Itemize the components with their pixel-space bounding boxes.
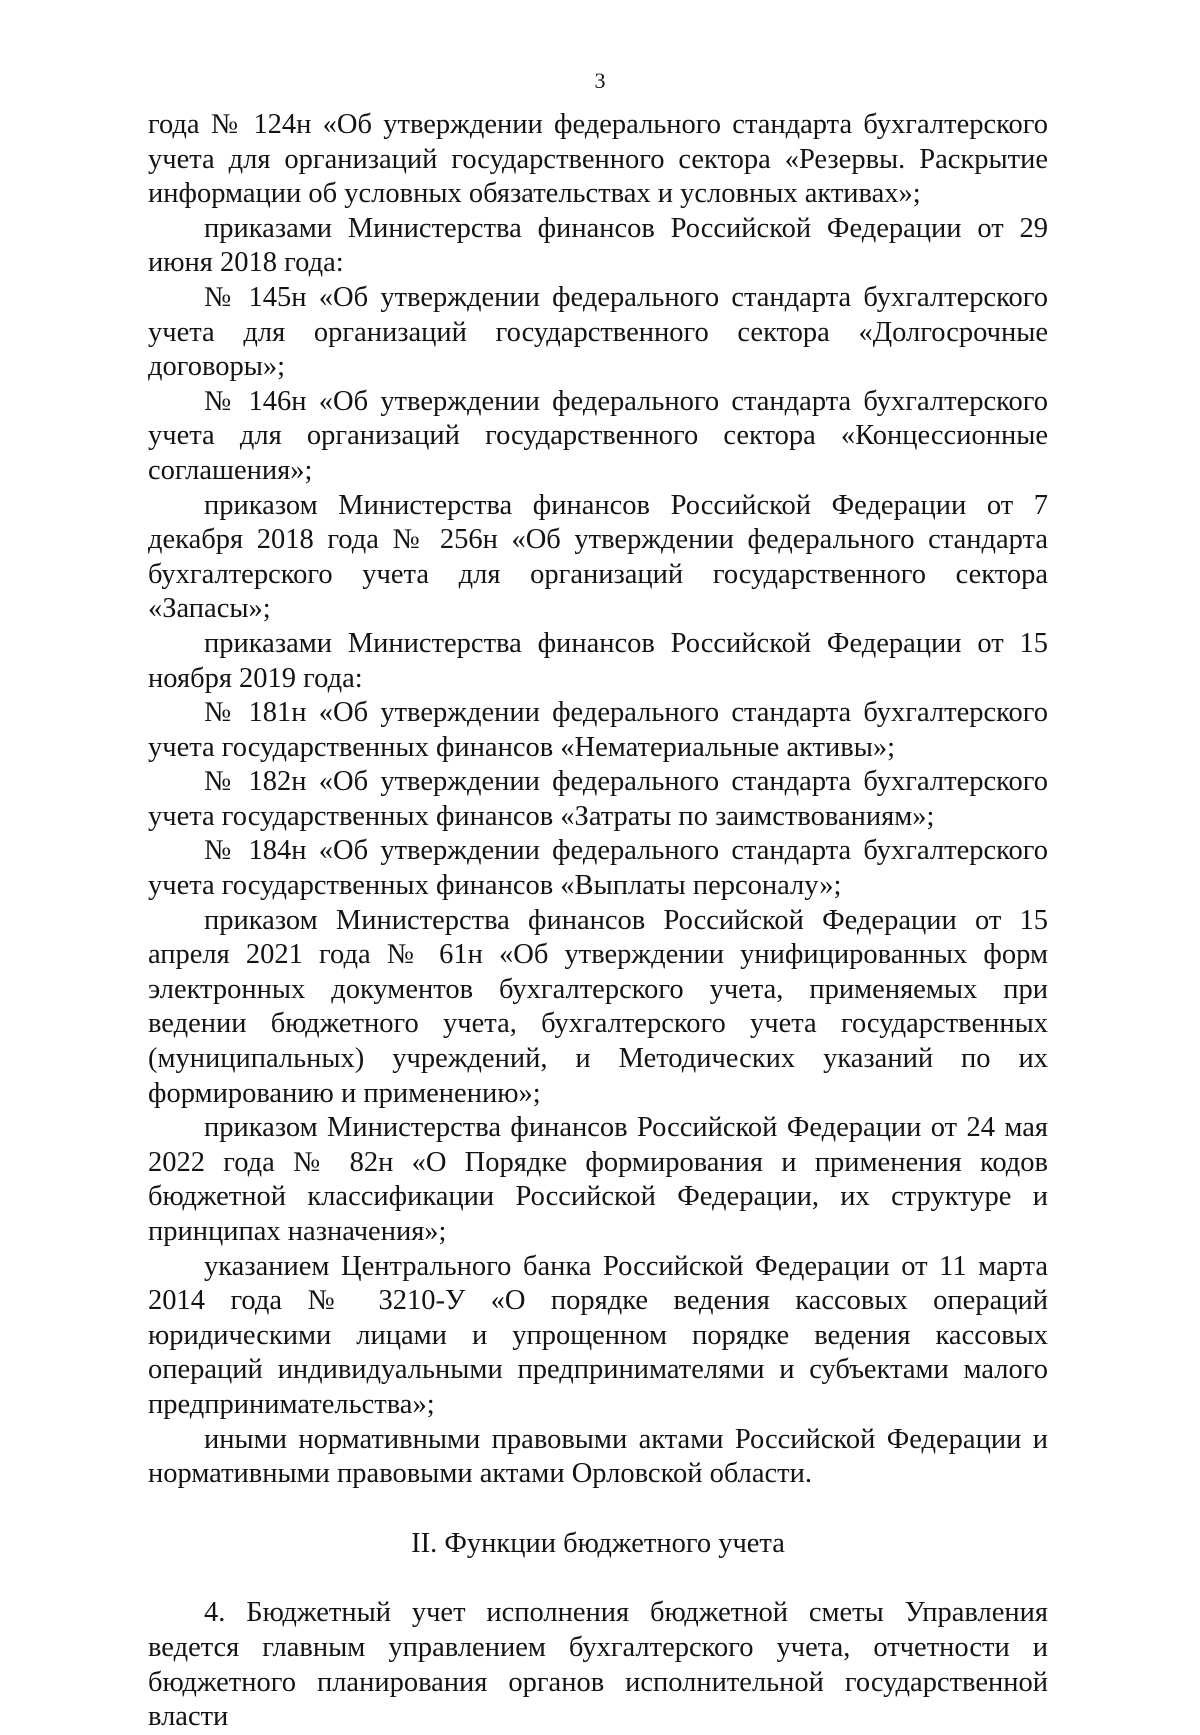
paragraph-order-256n: приказом Министерства финансов Российской Федерации от 7 декабря 2018 года № 256н «Об утверждении федерального стандарта бухгалтерского учета для организаций государственного сектора «Запасы»; [148, 489, 1048, 625]
paragraph-continuation: года № 124н «Об утверждении федерального стандарта бухгалтерского учета для организаций государственного сектора «Резервы. Раскрытие информации об условных обязательствах и условных активах»; [148, 109, 1048, 210]
paragraph-order-82n: приказом Министерства финансов Российской Федерации от 24 мая 2022 года № 82н «О Порядке формирования и применения кодов бюджетной классификации Российской Федерации, их структуре и принципах назначения»; [148, 1112, 1048, 1247]
paragraph-other-acts: иными нормативными правовыми актами Российской Федерации и нормативными правовыми актами Орловской области. [148, 1423, 1048, 1490]
paragraph-order-145n: № 145н «Об утверждении федерального стандарта бухгалтерского учета для организаций государственного сектора «Долгосрочные договоры»; [148, 281, 1048, 383]
paragraph-orders-2019-november: приказами Министерства финансов Российской Федерации от 15 ноября 2019 года: [148, 627, 1048, 694]
paragraph-order-181n: № 181н «Об утверждении федерального стандарта бухгалтерского учета государственных финансов «Нематериальные активы»; [148, 697, 1048, 763]
section-heading: II. Функции бюджетного учета [411, 1527, 785, 1559]
paragraph-item-4: 4. Бюджетный учет исполнения бюджетной сметы Управления ведется главным управлением бухгалтерского учета, отчетности и бюджетного планирования органов исполнительной государственной власти [148, 1597, 1048, 1733]
paragraph-order-184n: № 184н «Об утверждении федерального стандарта бухгалтерского учета государственных финансов «Выплаты персоналу»; [148, 835, 1048, 902]
paragraph-instruction-3210u: указанием Центрального банка Российской Федерации от 11 марта 2014 года № 3210-У «О порядке ведения кассовых операций юридическими лицами и упрощенном порядке ведения кассовых операций индивидуальными предпринимателями и субъектами малого предпринимательства»; [148, 1250, 1048, 1420]
paragraph-order-61n: приказом Министерства финансов Российской Федерации от 15 апреля 2021 года № 61н «Об утверждении унифицированных форм электронных документов бухгалтерского учета, применяемых при ведении бюджетного учета, бухгалтерского учета государственных (муниципальных) учреждений, и Методических указаний по их формированию и применению»; [148, 904, 1048, 1109]
document-body [148, 108, 1048, 1735]
paragraph-orders-2018-june: приказами Министерства финансов Российской Федерации от 29 июня 2018 года: [148, 212, 1048, 279]
paragraph-order-146n: № 146н «Об утверждении федерального стандарта бухгалтерского учета для организаций государственного сектора «Концессионные соглашения»; [148, 385, 1048, 486]
paragraph-order-182n: № 182н «Об утверждении федерального стандарта бухгалтерского учета государственных финансов «Затраты по заимствованиям»; [148, 766, 1048, 832]
page-number: 3 [594, 68, 606, 93]
